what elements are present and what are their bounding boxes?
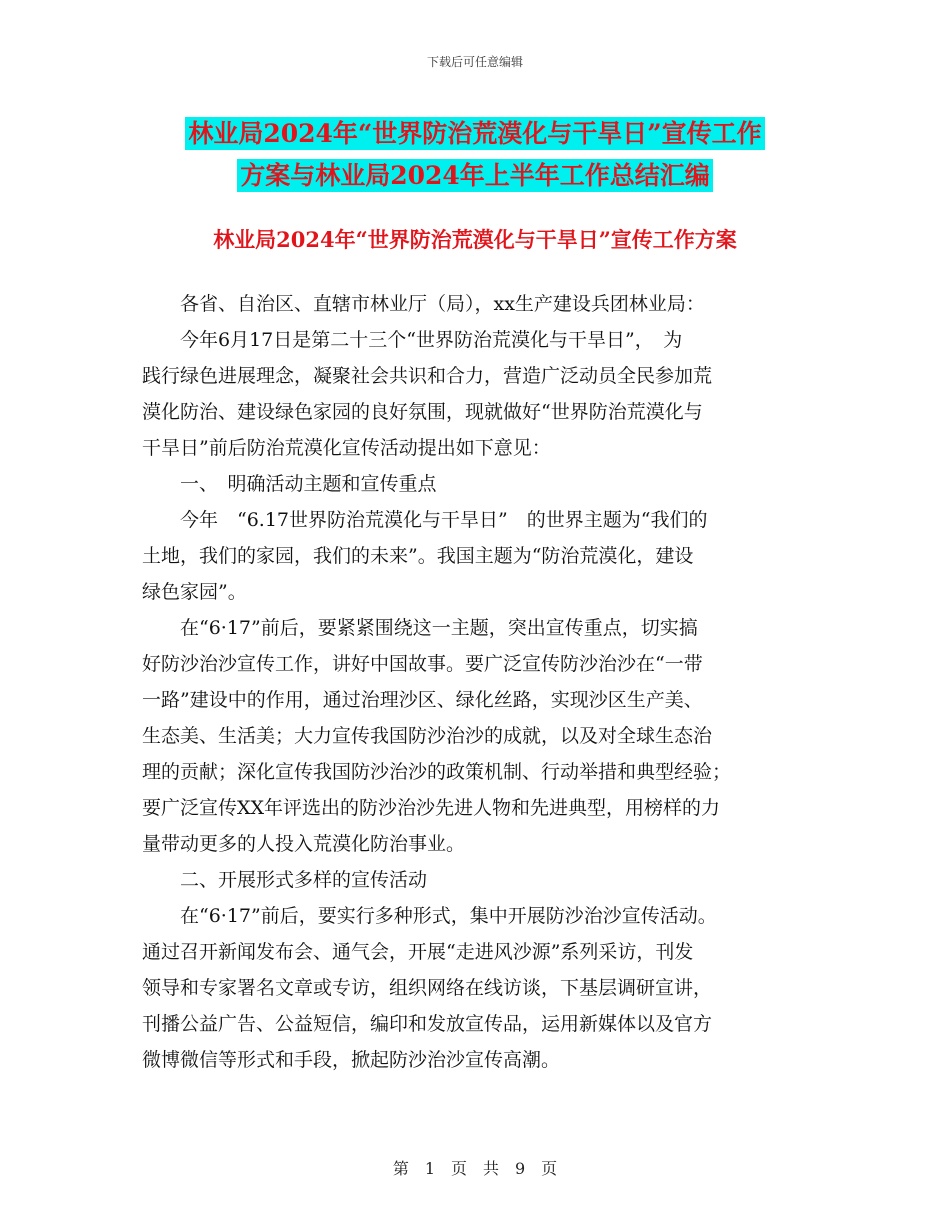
page-footer: 第 1 页 共 9 页 <box>392 1159 558 1178</box>
body-line: 要广泛宣传XX年评选出的防沙治沙先进人物和先进典型，用榜样的力 <box>142 797 721 819</box>
body-line: 各省、自治区、直辖市林业厅（局），xx生产建设兵团林业局： <box>142 293 705 315</box>
body-line: 量带动更多的人投入荒漠化防治事业。 <box>142 833 466 855</box>
body-line: 今年 “6.17世界防治荒漠化与干旱日” 的世界主题为“我们的 <box>142 509 708 531</box>
main-title-text-1: 林业局2024年“世界防治荒漠化与干旱日”宣传工作 <box>185 117 764 150</box>
body-line: 领导和专家署名文章或专访，组织网络在线访谈，下基层调研宣讲， <box>142 977 713 999</box>
body-line: 一、 明确活动主题和宣传重点 <box>142 473 437 495</box>
main-title-line-2 <box>0 156 950 192</box>
body-text <box>142 286 822 1078</box>
body-line: 践行绿色进展理念，凝聚社会共识和合力，营造广泛动员全民参加荒 <box>142 365 713 387</box>
body-line: 好防沙治沙宣传工作，讲好中国故事。要广泛宣传防沙治沙在“一带 <box>142 653 703 675</box>
body-line: 在“6·17”前后，要实行多种形式，集中开展防沙治沙宣传活动。 <box>142 905 717 927</box>
body-line: 漠化防治、建设绿色家园的良好氛围，现就做好“世界防治荒漠化与 <box>142 401 703 423</box>
body-line: 刊播公益广告、公益短信，编印和发放宣传品，运用新媒体以及官方 <box>142 1013 713 1035</box>
body-line: 一路”建设中的作用，通过治理沙区、绿化丝路，实现沙区生产美、 <box>142 689 703 711</box>
body-line: 土地，我们的家园，我们的未来”。我国主题为“防治荒漠化，建设 <box>142 545 694 567</box>
main-title-line-1 <box>0 114 950 150</box>
body-line: 绿色家园”。 <box>142 581 247 603</box>
body-line: 二、开展形式多样的宣传活动 <box>142 869 428 891</box>
header-note: 下载后可任意编辑 <box>426 55 523 69</box>
body-line: 干旱日”前后防治荒漠化宣传活动提出如下意见： <box>142 437 551 459</box>
body-line: 理的贡献；深化宣传我国防沙治沙的政策机制、行动举措和典型经验； <box>142 761 732 783</box>
section-title: 林业局2024年“世界防治荒漠化与干旱日”宣传工作方案 <box>213 227 737 252</box>
body-line: 通过召开新闻发布会、通气会，开展“走进风沙源”系列采访，刊发 <box>142 941 694 963</box>
body-line: 在“6·17”前后，要紧紧围绕这一主题，突出宣传重点，切实搞 <box>142 617 698 639</box>
body-line: 今年6月17日是第二十三个“世界防治荒漠化与干旱日”， 为 <box>142 329 683 351</box>
body-line: 生态美、生活美；大力宣传我国防沙治沙的成就，以及对全球生态治 <box>142 725 713 747</box>
body-line: 微博微信等形式和手段，掀起防沙治沙宣传高潮。 <box>142 1049 561 1071</box>
main-title-text-2: 方案与林业局2024年上半年工作总结汇编 <box>237 159 713 192</box>
